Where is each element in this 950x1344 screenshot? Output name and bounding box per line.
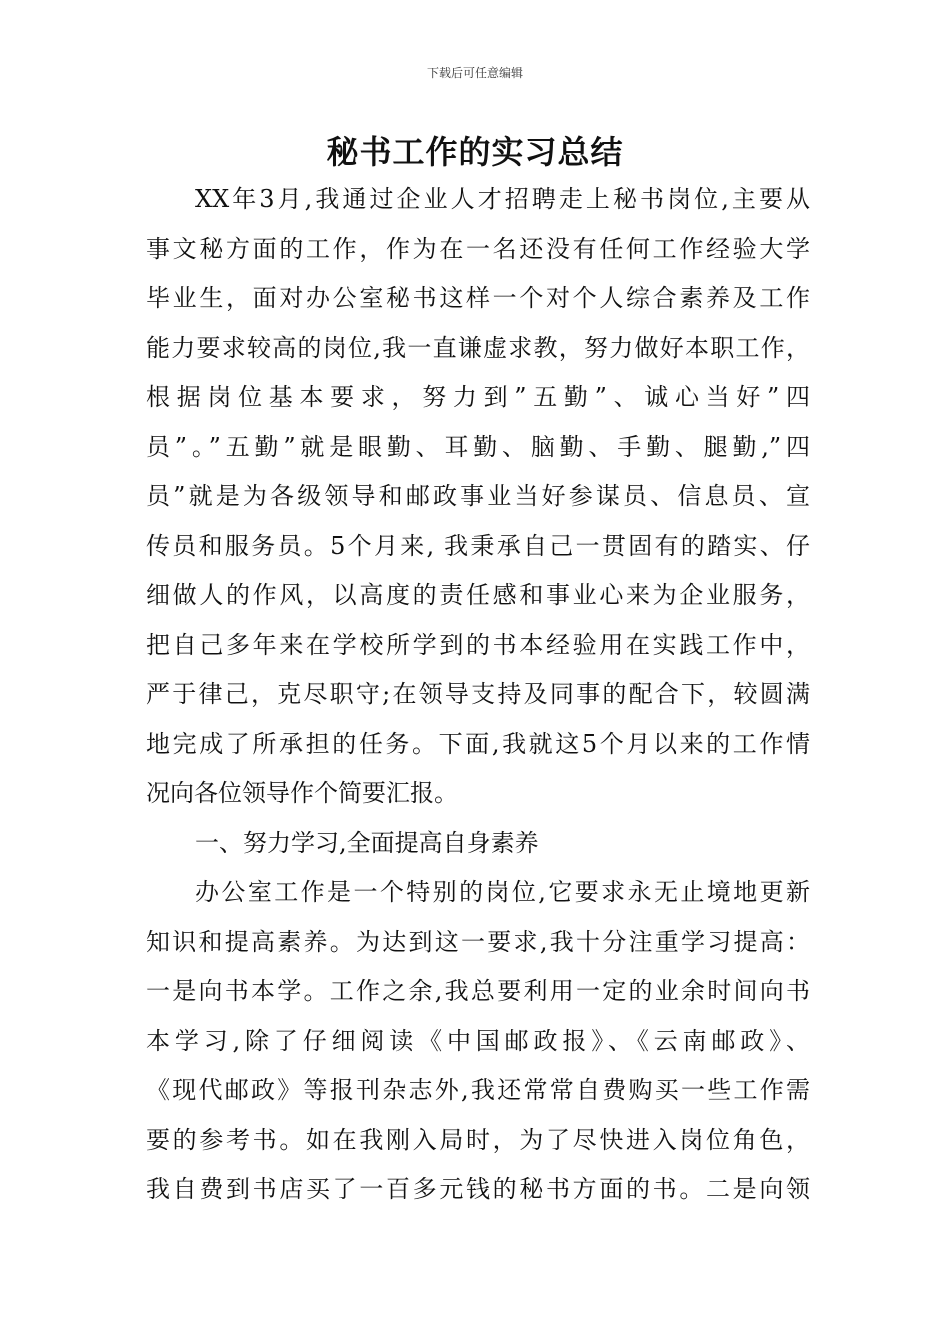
body-line: 毕业生，面对办公室秘书这样一个对个人综合素养及工作 xyxy=(146,284,810,312)
body-line: 能力要求较高的岗位,我一直谦虚求教，努力做好本职工作， xyxy=(146,334,810,362)
body-line: 一、努力学习,全面提高自身素养 xyxy=(195,829,539,857)
body-line: 员”。”五勤”就是眼勤、耳勤、脑勤、手勤、腿勤,”四 xyxy=(146,433,810,461)
body-line: 我自费到书店买了一百多元钱的秘书方面的书。二是向领 xyxy=(146,1175,810,1203)
body-line: 地完成了所承担的任务。下面,我就这5个月以来的工作情 xyxy=(146,730,810,758)
body-line: 严于律己，克尽职守;在领导支持及同事的配合下，较圆满 xyxy=(146,680,810,708)
body-line: 根据岗位基本要求，努力到”五勤”、诚心当好”四 xyxy=(146,383,810,411)
body-line: 况向各位领导作个简要汇报。 xyxy=(146,779,458,807)
body-line: 知识和提高素养。为达到这一要求,我十分注重学习提高： xyxy=(146,928,810,956)
body-line: 把自己多年来在学校所学到的书本经验用在实践工作中， xyxy=(146,631,810,659)
document-title: 秘书工作的实习总结 xyxy=(326,133,624,171)
body-line: 办公室工作是一个特别的岗位,它要求永无止境地更新 xyxy=(195,878,810,906)
body-line: 本学习,除了仔细阅读《中国邮政报》、《云南邮政》、 xyxy=(146,1027,810,1055)
body-line: 一是向书本学。工作之余,我总要利用一定的业余时间向书 xyxy=(146,977,810,1005)
body-line: 传员和服务员。5个月来, 我秉承自己一贯固有的踏实、仔 xyxy=(146,532,810,560)
body-line: 要的参考书。如在我刚入局时，为了尽快进入岗位角色， xyxy=(146,1126,810,1154)
header-note: 下载后可任意编辑 xyxy=(426,66,523,80)
body-line: XX年3月,我通过企业人才招聘走上秘书岗位,主要从 xyxy=(195,185,810,213)
body-line: 员”就是为各级领导和邮政事业当好参谋员、信息员、宣 xyxy=(146,482,810,510)
body-line: 《现代邮政》等报刊杂志外,我还常常自费购买一些工作需 xyxy=(146,1076,810,1104)
body-line: 事文秘方面的工作，作为在一名还没有任何工作经验大学 xyxy=(146,235,810,263)
body-line: 细做人的作风，以高度的责任感和事业心来为企业服务， xyxy=(146,581,810,609)
